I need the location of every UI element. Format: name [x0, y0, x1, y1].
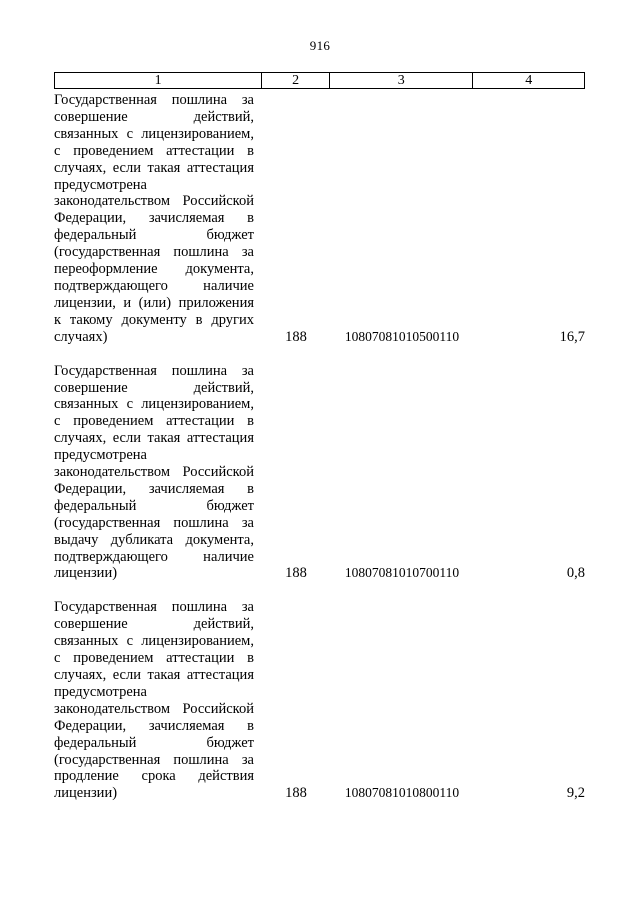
- description-line: лицензии): [54, 785, 118, 802]
- description-line: случаях): [54, 328, 108, 345]
- row-description: [54, 599, 254, 802]
- table-header: [54, 72, 585, 89]
- table-body: [54, 92, 585, 819]
- row-budget-code: 10807081010800110: [344, 785, 460, 801]
- description-line: Федерации, зачисляемая в: [54, 210, 254, 227]
- table-row: [54, 92, 585, 346]
- row-budget-code: 10807081010700110: [344, 565, 460, 581]
- row-admin-code: 188: [285, 785, 307, 802]
- description-line: связанных с лицензированием,: [54, 125, 254, 142]
- description-line: переоформление документа,: [54, 261, 254, 278]
- description-line: предусмотрена: [54, 176, 147, 193]
- row-budget-code: 10807081010500110: [344, 328, 460, 344]
- description-line: подтверждающего наличие: [54, 548, 254, 565]
- description-line: совершение действий,: [54, 379, 254, 396]
- description-line: совершение действий,: [54, 616, 254, 633]
- description-line: (государственная пошлина за: [54, 514, 254, 531]
- column-header-2: 2: [262, 73, 330, 88]
- page-number: 916: [309, 38, 331, 53]
- description-line: Государственная пошлина за: [54, 362, 254, 379]
- column-header-4: 4: [525, 73, 533, 88]
- description-line: федеральный бюджет: [54, 497, 254, 514]
- description-line: законодательством Российской: [54, 464, 254, 481]
- description-line: (государственная пошлина за: [54, 244, 254, 261]
- description-line: законодательством Российской: [54, 193, 254, 210]
- description-line: (государственная пошлина за: [54, 751, 254, 768]
- description-line: с проведением аттестации в: [54, 650, 254, 667]
- description-line: федеральный бюджет: [54, 734, 254, 751]
- description-line: случаях, если такая аттестация: [54, 430, 254, 447]
- table-row: [54, 599, 585, 802]
- row-amount: 9,2: [566, 785, 585, 802]
- description-line: федеральный бюджет: [54, 227, 254, 244]
- description-line: подтверждающего наличие: [54, 277, 254, 294]
- description-line: выдачу дубликата документа,: [54, 531, 254, 548]
- description-line: с проведением аттестации в: [54, 142, 254, 159]
- description-line: Федерации, зачисляемая в: [54, 480, 254, 497]
- row-description: [54, 92, 254, 346]
- description-line: законодательством Российской: [54, 700, 254, 717]
- description-line: лицензии, и (или) приложения: [54, 294, 254, 311]
- row-admin-code: 188: [285, 328, 307, 345]
- description-line: предусмотрена: [54, 447, 147, 464]
- description-line: случаях, если такая аттестация: [54, 159, 254, 176]
- description-line: Государственная пошлина за: [54, 599, 254, 616]
- description-line: к такому документу в других: [54, 311, 254, 328]
- table-row: [54, 363, 585, 583]
- row-amount: 0,8: [566, 565, 585, 582]
- description-line: предусмотрена: [54, 683, 147, 700]
- column-header-3: 3: [330, 73, 473, 88]
- description-line: связанных с лицензированием,: [54, 633, 254, 650]
- description-line: Федерации, зачисляемая в: [54, 717, 254, 734]
- description-line: случаях, если такая аттестация: [54, 667, 254, 683]
- description-line: с проведением аттестации в: [54, 413, 254, 430]
- row-admin-code: 188: [285, 565, 307, 582]
- row-description: [54, 363, 254, 583]
- description-line: Государственная пошлина за: [54, 92, 254, 108]
- row-amount: 16,7: [559, 328, 585, 345]
- description-line: лицензии): [54, 565, 118, 582]
- description-line: продление срока действия: [54, 768, 254, 785]
- description-line: совершение действий,: [54, 108, 254, 125]
- column-header-1: 1: [55, 73, 262, 88]
- description-line: связанных с лицензированием,: [54, 396, 254, 413]
